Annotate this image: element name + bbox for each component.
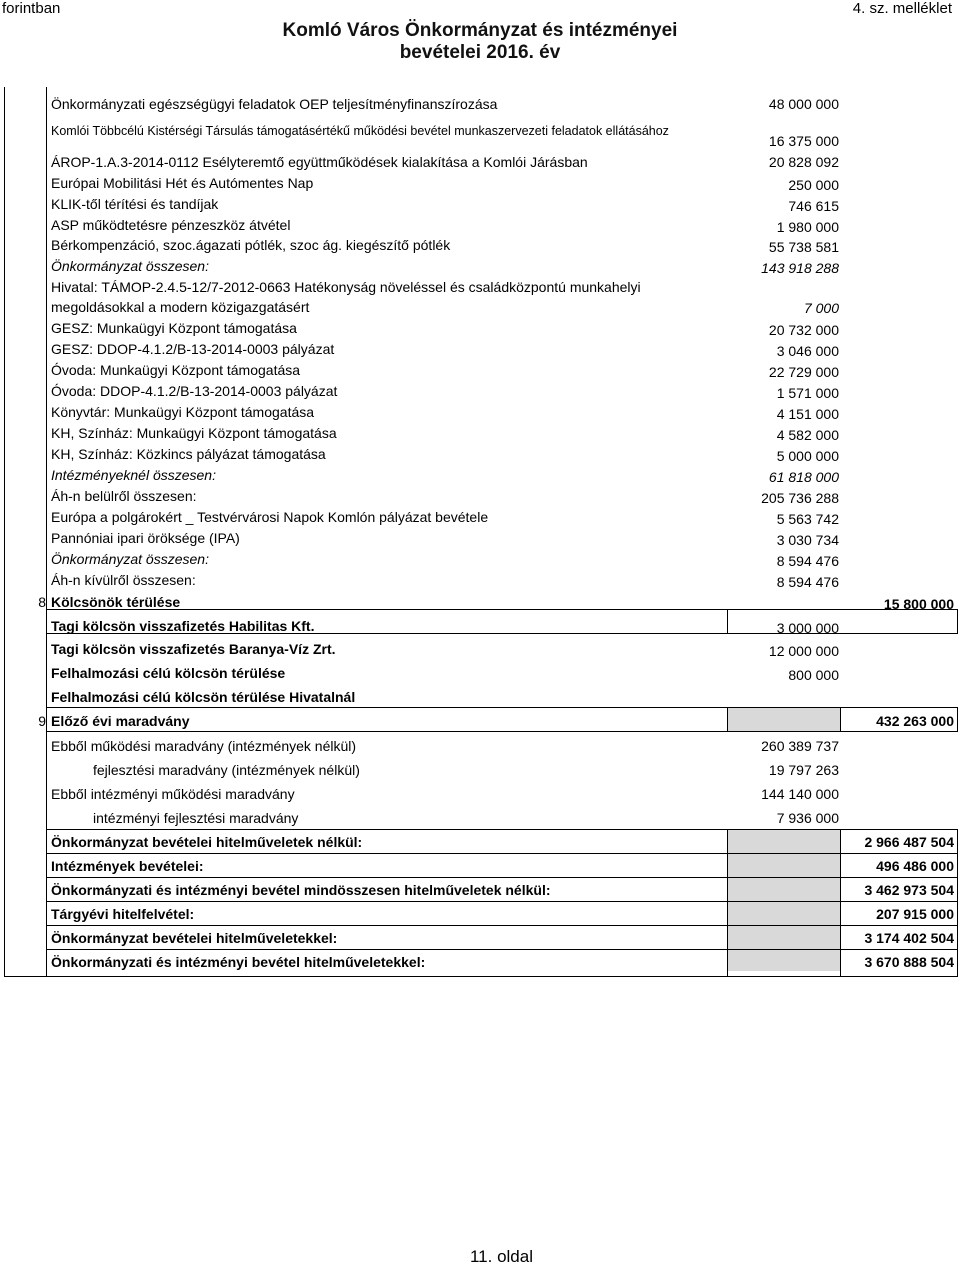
row-value: 19 797 263 (768, 762, 839, 778)
row-value: 16 375 000 (768, 133, 839, 149)
row-value: 20 732 000 (768, 322, 839, 338)
currency-label: forintban (2, 0, 61, 17)
row-value: 55 738 581 (768, 239, 839, 255)
row-label: Óvoda: Munkaügyi Központ támogatása (51, 362, 301, 378)
row-label: Ebből intézményi működési maradvány (51, 786, 295, 802)
row-value: 4 582 000 (776, 427, 839, 443)
row-label: Önkormányzati és intézményi bevétel hitelműveletekkel: (51, 954, 426, 970)
row-value: 800 000 (788, 667, 839, 683)
row-label: Komlói Többcélú Kistérségi Társulás támogatásértékű működési bevétel munkaszervezeti feladatok ellátásához (51, 124, 669, 138)
row-value: 250 000 (788, 177, 839, 193)
row-total: 496 486 000 (876, 858, 954, 874)
row-total: 3 174 402 504 (864, 930, 954, 946)
row-label: Önkormányzati és intézményi bevétel mindösszesen hitelműveletek nélkül: (51, 882, 551, 898)
row-label: Bérkompenzáció, szoc.ágazati pótlék, szoc ág. kiegészítő pótlék (51, 237, 451, 253)
row-number: 8 (38, 594, 46, 610)
row-value: 48 000 000 (768, 96, 839, 112)
row-label: Előző évi maradvány (51, 713, 190, 729)
row-label: Tagi kölcsön visszafizetés Habilitas Kft. (51, 618, 315, 634)
row-label: intézményi fejlesztési maradvány (93, 810, 299, 826)
row-label: Önkormányzat bevételei hitelműveletekkel: (51, 930, 338, 946)
row-label: KLIK-től térítési és tandíjak (51, 196, 219, 212)
row-value: 7 936 000 (776, 810, 839, 826)
row-value: 1 980 000 (776, 219, 839, 235)
row-value: 7 000 (803, 300, 839, 316)
row-label: GESZ: DDOP-4.1.2/B-13-2014-0003 pályázat (51, 341, 335, 357)
page-subtitle: bevételei 2016. év (399, 42, 561, 63)
row-value: 5 563 742 (776, 511, 839, 527)
row-label: Önkormányzati egészségügyi feladatok OEP teljesítményfinanszírozása (51, 96, 498, 112)
row-value: 746 615 (788, 198, 839, 214)
row-label: Intézmények bevételei: (51, 858, 204, 874)
row-value: 5 000 000 (776, 448, 839, 464)
row-label: Áh-n belülről összesen: (51, 488, 197, 504)
row-value: 144 140 000 (761, 786, 839, 802)
row-value: 205 736 288 (761, 490, 839, 506)
row-total: 2 966 487 504 (864, 834, 954, 850)
row-label-continued: megoldásokkal a modern közigazgatásért (51, 299, 310, 315)
row-label: Felhalmozási célú kölcsön térülése Hivatalnál (51, 689, 356, 705)
page-title: Komló Város Önkormányzat és intézményei (282, 20, 678, 41)
revenue-table (4, 87, 958, 976)
row-label: Pannóniai ipari öröksége (IPA) (51, 530, 240, 546)
row-label: Felhalmozási célú kölcsön térülése (51, 665, 286, 681)
row-value: 3 000 000 (776, 620, 839, 636)
row-label: Hivatal: TÁMOP-2.4.5-12/7-2012-0663 Hatékonyság növeléssel és családközpontú munkahelyi (51, 279, 641, 295)
row-label: Önkormányzat összesen: (51, 551, 209, 567)
row-value: 12 000 000 (768, 643, 839, 659)
row-label: Önkormányzat összesen: (51, 258, 209, 274)
row-value: 4 151 000 (776, 406, 839, 422)
row-number: 9 (38, 713, 46, 729)
row-label: Európai Mobilitási Hét és Autómentes Nap (51, 175, 314, 191)
row-label: Áh-n kívülről összesen: (51, 572, 196, 588)
row-value: 20 828 092 (768, 154, 839, 170)
row-value: 8 594 476 (776, 553, 839, 569)
row-label: fejlesztési maradvány (intézmények nélkül) (93, 762, 360, 778)
row-total: 15 800 000 (883, 596, 954, 612)
row-label: Intézményeknél összesen: (51, 467, 216, 483)
row-label: ÁROP-1.A.3-2014-0112 Esélyteremtő együttműködések kialakítása a Komlói Járásban (51, 154, 588, 170)
row-label: GESZ: Munkaügyi Központ támogatása (51, 320, 297, 336)
row-label: Könyvtár: Munkaügyi Központ támogatása (51, 404, 315, 420)
row-total: 3 462 973 504 (864, 882, 954, 898)
row-value: 61 818 000 (768, 469, 839, 485)
shaded-cell (727, 707, 840, 731)
row-value: 260 389 737 (761, 738, 839, 754)
row-label: Tagi kölcsön visszafizetés Baranya-Víz Zrt. (51, 641, 336, 657)
row-label: Ebből működési maradvány (intézmények nélkül) (51, 738, 357, 754)
row-total: 432 263 000 (876, 713, 954, 729)
page-number: 11. oldal (469, 1247, 533, 1266)
row-value: 143 918 288 (761, 260, 839, 276)
row-value: 22 729 000 (768, 364, 839, 380)
row-value: 1 571 000 (776, 385, 839, 401)
row-value: 8 594 476 (776, 574, 839, 590)
row-total: 207 915 000 (876, 906, 954, 922)
annex-label: 4. sz. melléklet (852, 0, 952, 17)
row-label: Kölcsönök térülése (51, 594, 181, 610)
row-label: Óvoda: DDOP-4.1.2/B-13-2014-0003 pályázat (51, 383, 338, 399)
row-label: Európa a polgárokért _ Testvérvárosi Napok Komlón pályázat bevétele (51, 509, 489, 525)
row-value: 3 030 734 (776, 532, 839, 548)
row-label: ASP működtetésre pénzeszköz átvétel (51, 217, 291, 233)
row-label: Tárgyévi hitelfelvétel: (51, 906, 195, 922)
row-total: 3 670 888 504 (864, 954, 954, 970)
row-value: 3 046 000 (776, 343, 839, 359)
row-label: Önkormányzat bevételei hitelműveletek nélkül: (51, 834, 363, 850)
row-label: KH, Színház: Munkaügyi Központ támogatása (51, 425, 337, 441)
row-label: KH, Színház: Közkincs pályázat támogatása (51, 446, 326, 462)
